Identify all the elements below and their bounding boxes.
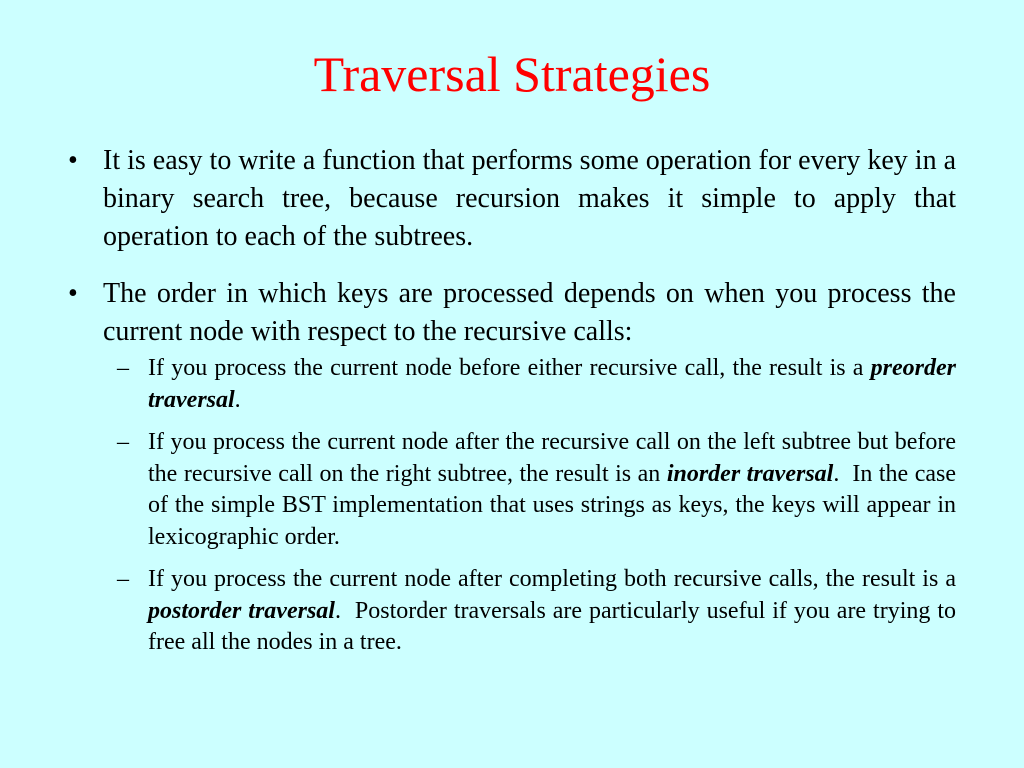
bullet-marker: • xyxy=(68,145,78,176)
sub-bullet-inorder xyxy=(103,427,963,553)
sub-bullet-postorder xyxy=(103,564,963,659)
sub-bullet-marker: – xyxy=(117,429,129,455)
bullet-item xyxy=(60,142,956,256)
sub-bullet-list xyxy=(103,353,963,659)
sub-bullet-text: If you process the current node after completing both recursive calls, the result is a xyxy=(148,566,956,592)
bullet-text: The order in which keys are processed depends on when you process the current node with respect to the recursive calls: xyxy=(103,278,956,347)
sub-bullet-text: If you process the current node before either recursive call, the result is a xyxy=(148,355,871,381)
term-postorder-traversal: postorder traversal xyxy=(148,597,335,624)
sub-bullet-text-end: . In the case of the simple BST implementation that uses strings as keys, the keys will appear in lexicographic order. xyxy=(148,460,963,550)
term-preorder-traversal: preorder traversal xyxy=(148,355,956,413)
bullet-list xyxy=(60,142,963,659)
slide-title: Traversal Strategies xyxy=(313,46,711,102)
bullet-text: It is easy to write a function that performs some operation for every key in a binary search tree, because recursion makes it simple to apply that operation to each of the subtrees. xyxy=(103,145,956,252)
sub-bullet-marker: – xyxy=(117,566,129,592)
bullet-item xyxy=(60,275,963,659)
sub-bullet-marker: – xyxy=(117,355,129,381)
sub-bullet-text: If you process the current node after the recursive call on the left subtree but before the recursive call on the right subtree, the result is an xyxy=(148,429,956,487)
sub-bullet-text-end: . Postorder traversals are particularly useful if you are trying to free all the nodes in a tree. xyxy=(148,597,963,655)
sub-bullet-text-end: . xyxy=(234,386,241,413)
term-inorder-traversal: inorder traversal xyxy=(666,460,834,487)
sub-bullet-preorder xyxy=(103,353,956,416)
bullet-marker: • xyxy=(68,278,78,309)
